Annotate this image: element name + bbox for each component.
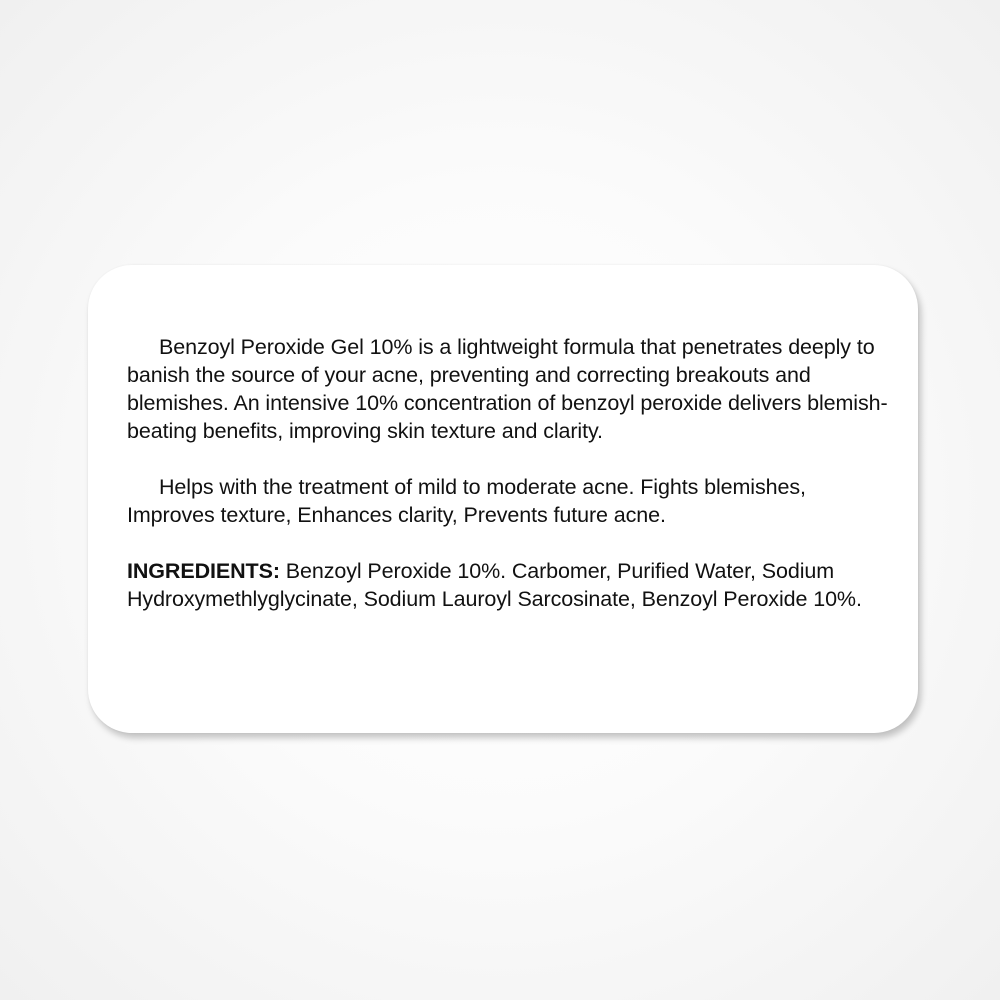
product-label-card [88,265,918,733]
product-description: Benzoyl Peroxide Gel 10% is a lightweight formula that penetrates deeply to banish the source of your acne, preventing and correcting breakouts and blemishes. An intensive 10% concentration of benzoyl peroxide delivers blemish-beating benefits, improving skin texture and clarity. [127,335,888,443]
ingredients-list: Benzoyl Peroxide 10%. Carbomer, Purified Water, Sodium Hydroxymethlyglycinate, Sodium Lauroyl Sarcosinate, Benzoyl Peroxide 10%. [127,559,862,611]
ingredients-section [127,557,897,613]
ingredients-heading: INGREDIENTS: [127,559,280,583]
product-benefits: Helps with the treatment of mild to moderate acne. Fights blemishes, Improves texture, Enhances clarity, Prevents future acne. [127,475,806,527]
label-text-block [127,333,897,613]
